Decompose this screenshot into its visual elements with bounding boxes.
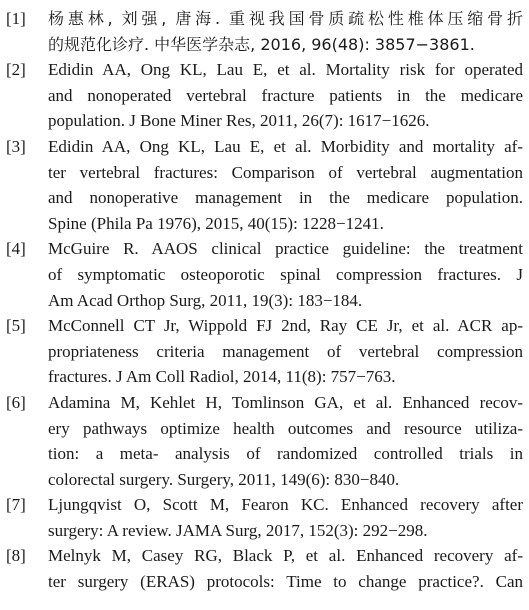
reference-line: tion: a meta- analysis of randomized controlled trials in: [48, 444, 523, 464]
reference-number: [6]: [6, 392, 26, 412]
reference-number: [3]: [6, 136, 26, 156]
reference-line: ter vertebral fractures: Comparison of vertebral augmentation: [48, 162, 523, 182]
reference-item: [6, 543, 523, 594]
reference-line: McConnell CT Jr, Wippold FJ 2nd, Ray CE Jr, et al. ACR ap-: [48, 316, 523, 336]
reference-line: Edidin AA, Ong KL, Lau E, et al. Morbidity and mortality af-: [48, 136, 523, 156]
reference-text: [48, 543, 523, 594]
reference-line: ter surgery (ERAS) protocols: Time to change practice?. Can: [48, 572, 523, 592]
reference-line: Ljungqvist O, Scott M, Fearon KC. Enhanced recovery after: [48, 495, 523, 515]
reference-item: [6, 6, 523, 57]
reference-text: [48, 390, 523, 492]
reference-text: [48, 6, 523, 57]
reference-number: [4]: [6, 239, 26, 259]
reference-item: [6, 390, 523, 492]
reference-line: McGuire R. AAOS clinical practice guideline: the treatment: [48, 239, 523, 259]
reference-line: surgery: A review. JAMA Surg, 2017, 152(3): 292−298.: [48, 520, 428, 540]
reference-line: 的规范化诊疗. 中华医学杂志, 2016, 96(48): 3857−3861.: [48, 34, 475, 54]
reference-line: 杨惠林, 刘强, 唐海. 重视我国骨质疏松性椎体压缩骨折: [48, 9, 523, 28]
reference-text: [48, 134, 523, 236]
reference-line: Edidin AA, Ong KL, Lau E, et al. Mortality risk for operated: [48, 60, 523, 80]
reference-line: Am Acad Orthop Surg, 2011, 19(3): 183−184.: [48, 290, 363, 310]
reference-number: [8]: [6, 546, 26, 566]
reference-item: [6, 57, 523, 134]
reference-text: [48, 57, 523, 134]
reference-line: of symptomatic osteoporotic spinal compression fractures. J: [48, 264, 523, 284]
reference-list: [6, 6, 523, 595]
reference-line: population. J Bone Miner Res, 2011, 26(7): 1617−1626.: [48, 111, 430, 131]
reference-text: [48, 236, 523, 313]
reference-number: [7]: [6, 495, 26, 515]
reference-item: [6, 313, 523, 390]
reference-line: propriateness criteria management of vertebral compression: [48, 341, 523, 361]
reference-number: [2]: [6, 60, 26, 80]
reference-line: colorectal surgery. Surgery, 2011, 149(6): 830−840.: [48, 469, 400, 489]
reference-text: [48, 492, 523, 543]
reference-number: [5]: [6, 316, 26, 336]
reference-item: [6, 134, 523, 236]
reference-line: and nonoperated vertebral fracture patients in the medicare: [48, 85, 523, 105]
reference-line: ery pathways optimize health outcomes and resource utiliza-: [48, 418, 523, 438]
reference-line: fractures. J Am Coll Radiol, 2014, 11(8): 757−763.: [48, 367, 396, 387]
reference-line: Spine (Phila Pa 1976), 2015, 40(15): 1228−1241.: [48, 213, 384, 233]
reference-item: [6, 492, 523, 543]
reference-number: [1]: [6, 9, 26, 28]
reference-line: and nonoperative management in the medicare population.: [48, 188, 523, 208]
reference-text: [48, 313, 523, 390]
reference-line: Melnyk M, Casey RG, Black P, et al. Enhanced recovery af-: [48, 546, 523, 566]
reference-item: [6, 236, 523, 313]
reference-line: Adamina M, Kehlet H, Tomlinson GA, et al. Enhanced recov-: [48, 392, 523, 412]
